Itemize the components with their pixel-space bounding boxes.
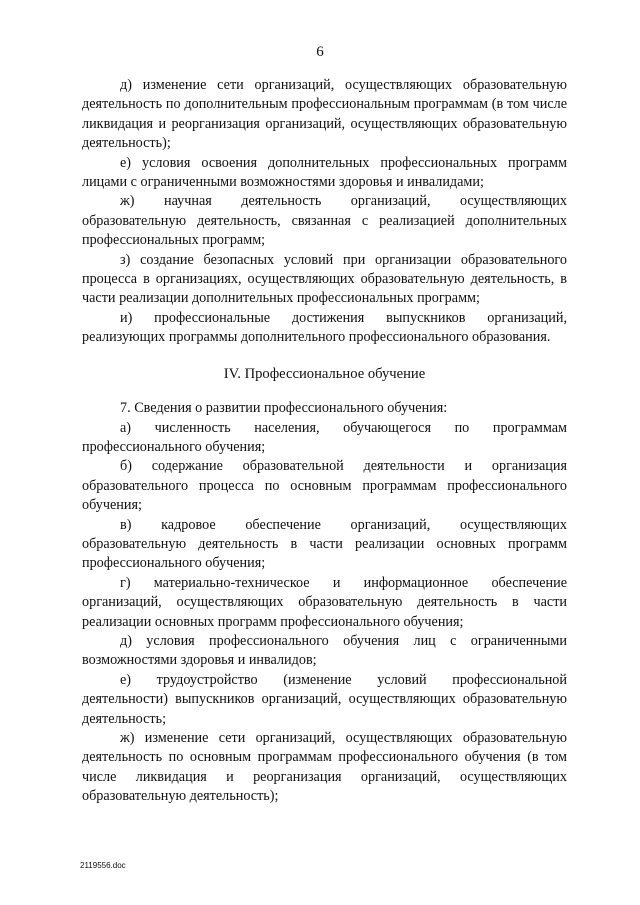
paragraph-v-staffing: в) кадровое обеспечение организаций, осуществляющих образовательную деятельность в части реализации основных программ профессионального обучения; (82, 516, 567, 572)
paragraph-e-disability-conditions: е) условия освоения дополнительных профессиональных программ лицами с ограниченными возможностями здоровья и инвалидами; (82, 154, 567, 191)
page-number: 6 (316, 44, 324, 60)
paragraph-zh-scientific-activity: ж) научная деятельность организаций, осуществляющих образовательную деятельность, связанная с реализацией дополнительных профессиональных программ; (82, 193, 567, 249)
section-heading: IV. Профессиональное обучение (223, 365, 426, 382)
paragraph-a-population-count: а) численность населения, обучающегося по программам профессионального обучения; (82, 419, 567, 455)
footer-filename: 2119556.doc (80, 861, 126, 870)
paragraph-d-disability-training: д) условия профессионального обучения лиц с ограниченными возможностями здоровья и инвалидов; (82, 632, 567, 669)
paragraph-i-graduate-achievements: и) профессиональные достижения выпускников организаций, реализующих программы дополнительного профессионального образования. (82, 309, 567, 346)
paragraph-b-content-organization: б) содержание образовательной деятельности и организация образовательного процесса по основным программам профессионального обучения; (82, 458, 567, 514)
paragraph-item-7-intro: 7. Сведения о развитии профессионального обучения: (120, 400, 448, 417)
paragraph-e-employment: е) трудоустройство (изменение условий профессиональной деятельности) выпускников организаций, осуществляющих образовательную деятельность; (82, 671, 567, 727)
paragraph-g-material-support: г) материально-техническое и информационное обеспечение организаций, осуществляющих образовательную деятельность в части реализации основных программ профессионального обучения; (82, 574, 567, 630)
paragraph-z-safe-conditions: з) создание безопасных условий при организации образовательного процесса в организациях, осуществляющих образовательную деятельность, в части реализации дополнительных профессиональных программ; (82, 251, 567, 307)
document-body (82, 76, 567, 807)
paragraph-d-network-changes: д) изменение сети организаций, осуществляющих образовательную деятельность по дополнительным профессиональным программам (в том числе ликвидация и реорганизация организаций, осуществляющих образовательную деятельность); (82, 77, 567, 152)
paragraph-zh-network-changes: ж) изменение сети организаций, осуществляющих образовательную деятельность по основным программам профессионального обучения (в том числе ликвидация и реорганизация организаций, осуществляющих образовательную деятельность); (82, 730, 567, 805)
